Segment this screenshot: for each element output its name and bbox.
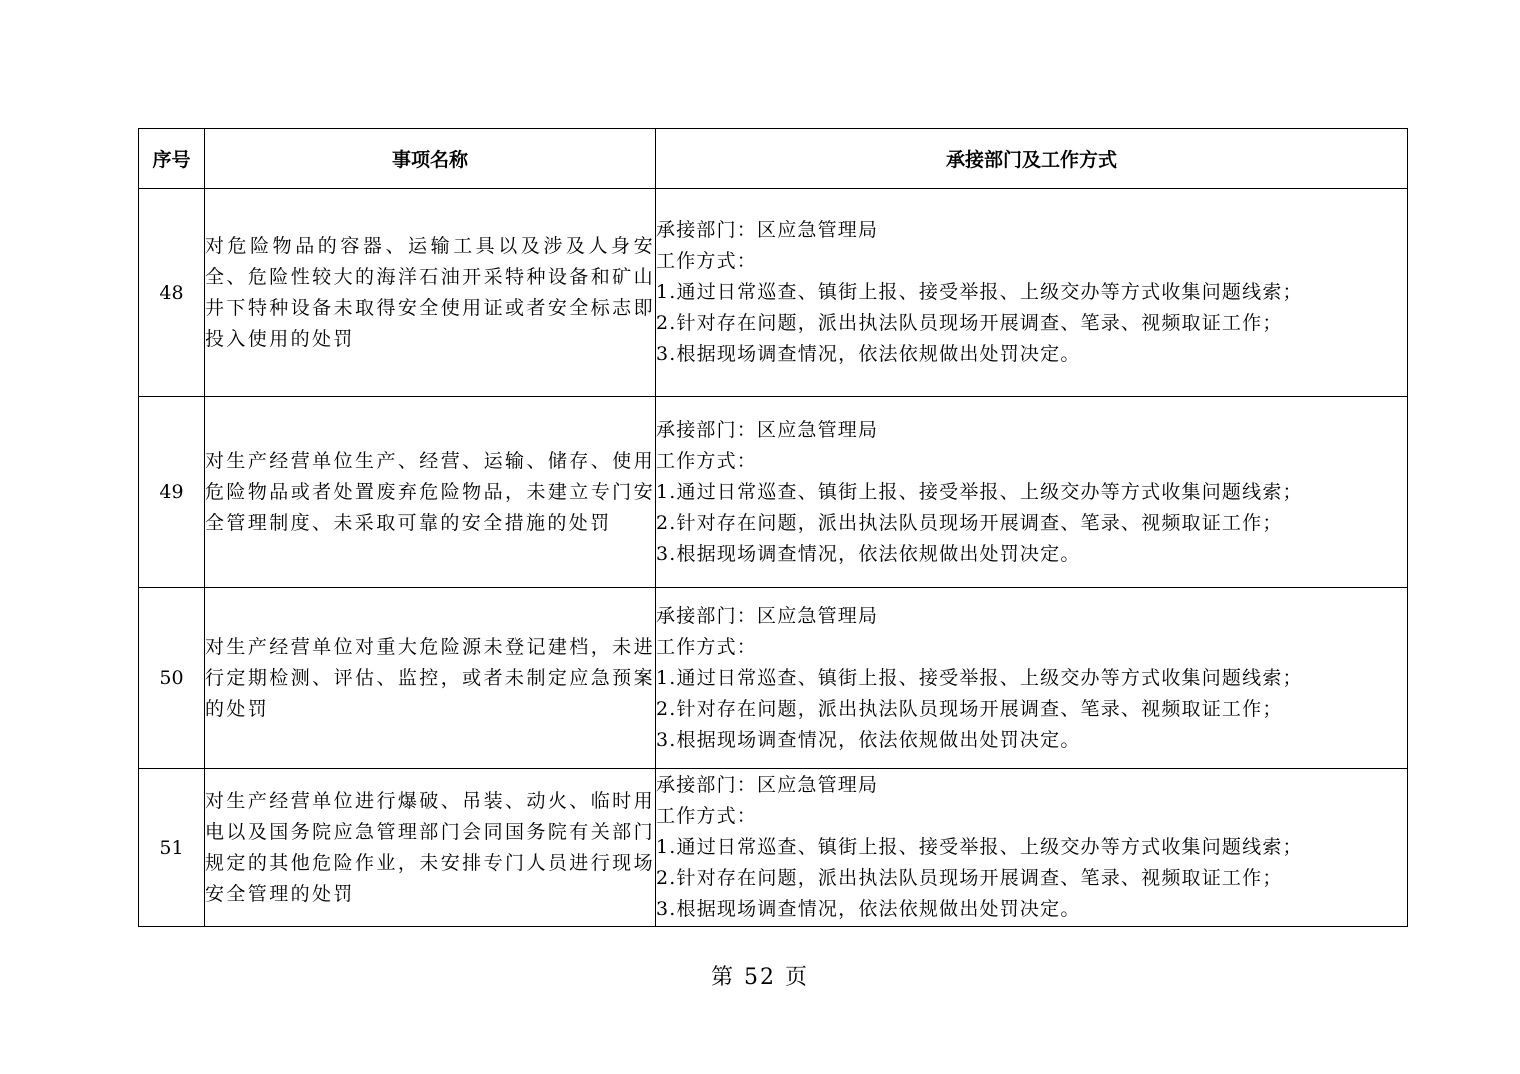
- row-number: 48: [139, 189, 205, 397]
- method-step: 3.根据现场调查情况，依法依规做出处罚决定。: [656, 542, 1081, 565]
- method-step: 1.通过日常巡查、镇街上报、接受举报、上级交办等方式收集问题线索；: [656, 480, 1303, 503]
- table-header-row: [139, 129, 1408, 189]
- header-dept-method: 承接部门及工作方式: [656, 129, 1408, 189]
- table-row: [139, 769, 1408, 927]
- method-step: 3.根据现场调查情况，依法依规做出处罚决定。: [656, 343, 1081, 365]
- header-number: 序号: [139, 129, 205, 189]
- row-number: 49: [139, 397, 205, 588]
- method-label: 工作方式：: [656, 635, 758, 658]
- header-item-name: 事项名称: [205, 129, 656, 189]
- row-number: 51: [139, 769, 205, 927]
- department-line: 承接部门：区应急管理局: [656, 774, 879, 796]
- method-step: 1.通过日常巡查、镇街上报、接受举报、上级交办等方式收集问题线索；: [656, 836, 1303, 858]
- method-label: 工作方式：: [656, 449, 758, 472]
- row-number: 50: [139, 588, 205, 769]
- department-line: 承接部门：区应急管理局: [656, 219, 879, 241]
- table-row: [139, 588, 1408, 769]
- dept-method-cell: [656, 588, 1408, 769]
- table-row: [139, 397, 1408, 588]
- method-step: 3.根据现场调查情况，依法依规做出处罚决定。: [656, 728, 1081, 751]
- page-number: 第 52 页: [711, 965, 809, 990]
- method-step: 2.针对存在问题，派出执法队员现场开展调查、笔录、视频取证工作；: [656, 697, 1283, 720]
- method-step: 2.针对存在问题，派出执法队员现场开展调查、笔录、视频取证工作；: [656, 867, 1283, 889]
- method-step: 2.针对存在问题，派出执法队员现场开展调查、笔录、视频取证工作；: [656, 312, 1283, 334]
- method-step: 2.针对存在问题，派出执法队员现场开展调查、笔录、视频取证工作；: [656, 511, 1283, 534]
- dept-method-cell: [656, 189, 1408, 397]
- item-name: 对生产经营单位生产、经营、运输、储存、使用危险物品或者处置废弃危险物品，未建立专门安全管理制度、未采取可靠的安全措施的处罚: [205, 397, 656, 588]
- dept-method-cell: [656, 397, 1408, 588]
- department-line: 承接部门：区应急管理局: [656, 418, 879, 441]
- method-step: 1.通过日常巡查、镇街上报、接受举报、上级交办等方式收集问题线索；: [656, 281, 1303, 303]
- item-name: 对危险物品的容器、运输工具以及涉及人身安全、危险性较大的海洋石油开采特种设备和矿山井下特种设备未取得安全使用证或者安全标志即投入使用的处罚: [205, 189, 656, 397]
- method-step: 1.通过日常巡查、镇街上报、接受举报、上级交办等方式收集问题线索；: [656, 666, 1303, 689]
- method-step: 3.根据现场调查情况，依法依规做出处罚决定。: [656, 898, 1081, 920]
- item-name: 对生产经营单位进行爆破、吊装、动火、临时用电以及国务院应急管理部门会同国务院有关部门规定的其他危险作业，未安排专门人员进行现场安全管理的处罚: [205, 769, 656, 927]
- department-line: 承接部门：区应急管理局: [656, 604, 879, 627]
- matters-table: [138, 128, 1408, 927]
- method-label: 工作方式：: [656, 805, 758, 827]
- method-label: 工作方式：: [656, 250, 758, 272]
- item-name: 对生产经营单位对重大危险源未登记建档，未进行定期检测、评估、监控，或者未制定应急预案的处罚: [205, 588, 656, 769]
- table-row: [139, 189, 1408, 397]
- dept-method-cell: [656, 769, 1408, 927]
